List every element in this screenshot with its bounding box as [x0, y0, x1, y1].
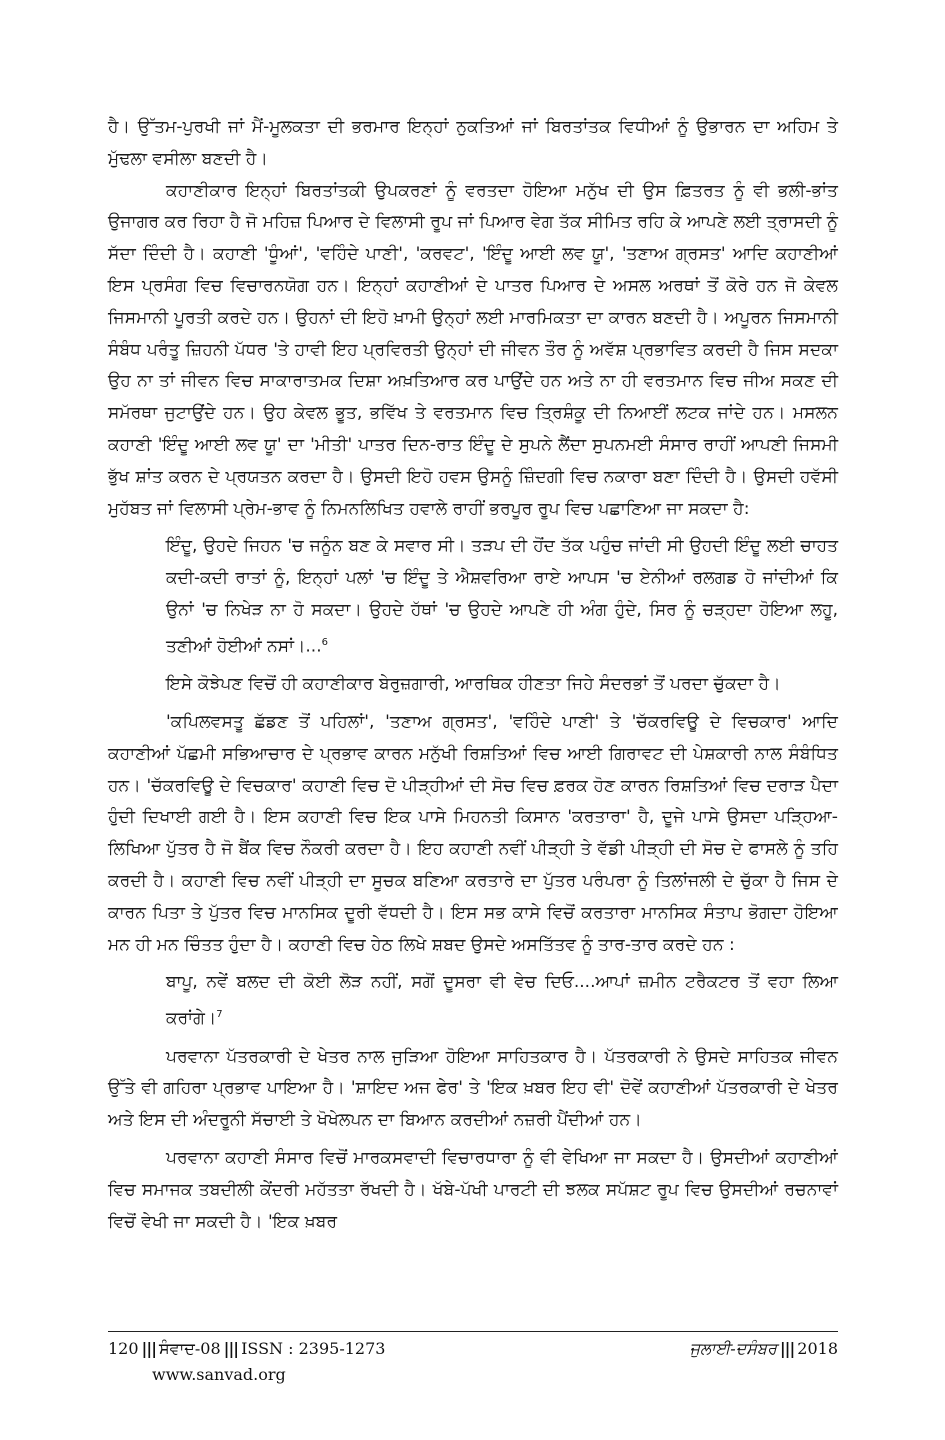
issue-period: ਜੁਲਾਈ-ਦਸੰਬਰ: [689, 1339, 777, 1358]
issn: ISSN : 2395-1273: [241, 1339, 386, 1358]
article-body: [108, 112, 838, 1238]
paragraph-journalism: ਪਰਵਾਨਾ ਪੱਤਰਕਾਰੀ ਦੇ ਖੇਤਰ ਨਾਲ ਜੁੜਿਆ ਹੋਇਆ ਸਾਹਿਤਕਾਰ ਹੈ। ਪੱਤਰਕਾਰੀ ਨੇ ਉਸਦੇ ਸਾਹਿਤਕ ਜੀਵਨ ਉੱਤੇ ਵੀ ਗਹਿਰਾ ਪ੍ਰਭਾਵ ਪਾਇਆ ਹੈ। 'ਸ਼ਾਇਦ ਅਜ ਫੇਰ' ਤੇ 'ਇਕ ਖ਼ਬਰ ਇਹ ਵੀ' ਦੋਵੇਂ ਕਹਾਣੀਆਂ ਪੱਤਰਕਾਰੀ ਦੇ ਖੇਤਰ ਅਤੇ ਇਸ ਦੀ ਅੰਦਰੂਨੀ ਸੱਚਾਈ ਤੇ ਖੋਖੇਲਪਨ ਦਾ ਬਿਆਨ ਕਰਦੀਆਂ ਨਜ਼ਰੀ ਪੈਂਦੀਆਂ ਹਨ।: [108, 1046, 838, 1131]
separator-bars: |||: [779, 1339, 795, 1358]
quote-text: ਬਾਪੂ, ਨਵੇਂ ਬਲਦ ਦੀ ਕੋਈ ਲੋੜ ਨਹੀਂ, ਸਗੋਂ ਦੂਸਰਾ ਵੀ ਵੇਚ ਦਿਓ....ਆਪਾਂ ਜ਼ਮੀਨ ਟਰੈਕਟਰ ਤੋਂ ਵਹਾ ਲਿਆ ਕਰਾਂਗੇ।: [166, 972, 838, 1029]
separator-bars: |||: [141, 1339, 157, 1358]
website-url: www.sanvad.org: [152, 1365, 286, 1384]
paragraph-unemployment: ਇਸੇ ਕੋਝੇਪਣ ਵਿਚੋਂ ਹੀ ਕਹਾਣੀਕਾਰ ਬੇਰੁਜ਼ਗਾਰੀ, ਆਰਥਿਕ ਹੀਣਤਾ ਜਿਹੇ ਸੰਦਰਭਾਂ ਤੋਂ ਪਰਦਾ ਚੁੱਕਦਾ ਹੈ।: [166, 674, 781, 695]
footnote-marker: 6: [321, 636, 328, 648]
paragraph-marxism: ਪਰਵਾਨਾ ਕਹਾਣੀ ਸੰਸਾਰ ਵਿਚੋਂ ਮਾਰਕਸਵਾਦੀ ਵਿਚਾਰਧਾਰਾ ਨੂੰ ਵੀ ਵੇਖਿਆ ਜਾ ਸਕਦਾ ਹੈ। ਉਸਦੀਆਂ ਕਹਾਣੀਆਂ ਵਿਚ ਸਮਾਜਕ ਤਬਦੀਲੀ ਕੇਂਦਰੀ ਮਹੱਤਤਾ ਰੱਖਦੀ ਹੈ। ਖੱਬੇ-ਪੱਖੀ ਪਾਰਟੀ ਦੀ ਝਲਕ ਸਪੱਸ਼ਟ ਰੂਪ ਵਿਚ ਉਸਦੀਆਂ ਰਚਨਾਵਾਂ ਵਿਚੋਂ ਵੇਖੀ ਜਾ ਸਕਦੀ ਹੈ। 'ਇਕ ਖ਼ਬਰ: [108, 1148, 838, 1232]
footer-divider: [108, 1331, 838, 1332]
paragraph-story-themes: ਕਹਾਣੀਕਾਰ ਇਨ੍ਹਾਂ ਬਿਰਤਾਂਤਕੀ ਉਪਕਰਣਾਂ ਨੂੰ ਵਰਤਦਾ ਹੋਇਆ ਮਨੁੱਖ ਦੀ ਉਸ ਫ਼ਿਤਰਤ ਨੂੰ ਵੀ ਭਲੀ-ਭਾਂਤ ਉਜਾਗਰ ਕਰ ਰਿਹਾ ਹੈ ਜੋ ਮਹਿਜ਼ ਪਿਆਰ ਦੇ ਵਿਲਾਸੀ ਰੂਪ ਜਾਂ ਪਿਆਰ ਵੇਗ ਤੱਕ ਸੀਮਿਤ ਰਹਿ ਕੇ ਆਪਣੇ ਲਈ ਤ੍ਰਾਸਦੀ ਨੂੰ ਸੱਦਾ ਦਿੰਦੀ ਹੈ। ਕਹਾਣੀ 'ਧੂੰਆਂ', 'ਵਹਿੰਦੇ ਪਾਣੀ', 'ਕਰਵਟ', 'ਇੰਦੂ ਆਈ ਲਵ ਯੂ', 'ਤਣਾਅ ਗ੍ਰਸਤ' ਆਦਿ ਕਹਾਣੀਆਂ ਇਸ ਪ੍ਰਸੰਗ ਵਿਚ ਵਿਚਾਰਨਯੋਗ ਹਨ। ਇਨ੍ਹਾਂ ਕਹਾਣੀਆਂ ਦੇ ਪਾਤਰ ਪਿਆਰ ਦੇ ਅਸਲ ਅਰਥਾਂ ਤੋਂ ਕੋਰੇ ਹਨ ਜੋ ਕੇਵਲ ਜਿਸਮਾਨੀ ਪੂਰਤੀ ਕਰਦੇ ਹਨ। ਉਹਨਾਂ ਦੀ ਇਹੋ ਖ਼ਾਮੀ ਉਨ੍ਹਾਂ ਲਈ ਮਾਰਮਿਕਤਾ ਦਾ ਕਾਰਨ ਬਣਦੀ ਹੈ। ਅਪੂਰਨ ਜਿਸਮਾਨੀ ਸੰਬੰਧ ਪਰੰਤੂ ਜ਼ਿਹਨੀ ਪੱਧਰ 'ਤੇ ਹਾਵੀ ਇਹ ਪ੍ਰਵਿਰਤੀ ਉਨ੍ਹਾਂ ਦੀ ਜੀਵਨ ਤੌਰ ਨੂੰ ਅਵੱਸ਼ ਪ੍ਰਭਾਵਿਤ ਕਰਦੀ ਹੈ ਜਿਸ ਸਦਕਾ ਉਹ ਨਾ ਤਾਂ ਜੀਵਨ ਵਿਚ ਸਾਕਾਰਾਤਮਕ ਦਿਸ਼ਾ ਅਖ਼ਤਿਆਰ ਕਰ ਪਾਉਂਦੇ ਹਨ ਅਤੇ ਨਾ ਹੀ ਵਰਤਮਾਨ ਵਿਚ ਜੀਅ ਸਕਣ ਦੀ ਸਮੱਰਥਾ ਜੁਟਾਉਂਦੇ ਹਨ। ਉਹ ਕੇਵਲ ਭੂਤ, ਭਵਿੱਖ ਤੇ ਵਰਤਮਾਨ ਵਿਚ ਤ੍ਰਿਸ਼ੰਕੂ ਦੀ ਨਿਆਈਂ ਲਟਕ ਜਾਂਦੇ ਹਨ। ਮਸਲਨ ਕਹਾਣੀ 'ਇੰਦੂ ਆਈ ਲਵ ਯੂ' ਦਾ 'ਮੀਤੀ' ਪਾਤਰ ਦਿਨ-ਰਾਤ ਇੰਦੂ ਦੇ ਸੁਪਨੇ ਲੈਂਦਾ ਸੁਪਨਮਈ ਸੰਸਾਰ ਰਾਹੀਂ ਆਪਣੀ ਜਿਸਮੀ ਭੁੱਖ ਸ਼ਾਂਤ ਕਰਨ ਦੇ ਪ੍ਰਯਤਨ ਕਰਦਾ ਹੈ। ਉਸਦੀ ਇਹੋ ਹਵਸ ਉਸਨੂੰ ਜ਼ਿੰਦਗੀ ਵਿਚ ਨਕਾਰਾ ਬਣਾ ਦਿੰਦੀ ਹੈ। ਉਸਦੀ ਹਵੱਸੀ ਮੁਹੱਬਤ ਜਾਂ ਵਿਲਾਸੀ ਪ੍ਰੇਮ-ਭਾਵ ਨੂੰ ਨਿਮਨਲਿਖਿਤ ਹਵਾਲੇ ਰਾਹੀਂ ਭਰਪੂਰ ਰੂਪ ਵਿਚ ਪਛਾਣਿਆ ਜਾ ਸਕਦਾ ਹੈ:: [108, 180, 838, 519]
separator-bars: |||: [223, 1339, 239, 1358]
journal-name: ਸੰਵਾਦ-08: [159, 1339, 221, 1358]
issue-year: 2018: [797, 1339, 838, 1358]
footnote-marker: 7: [216, 1009, 223, 1021]
block-quote-bapu: [166, 967, 838, 1035]
paragraph-continuation: ਹੈ। ਉੱਤਮ-ਪੁਰਖੀ ਜਾਂ ਮੈਂ-ਮੂਲਕਤਾ ਦੀ ਭਰਮਾਰ ਇਨ੍ਹਾਂ ਨੁਕਤਿਆਂ ਜਾਂ ਬਿਰਤਾਂਤਕ ਵਿਧੀਆਂ ਨੂੰ ਉਭਾਰਨ ਦਾ ਅਹਿਮ ਤੇ ਮੁੱਢਲਾ ਵਸੀਲਾ ਬਣਦੀ ਹੈ।: [108, 117, 838, 169]
block-quote-indu: [166, 531, 838, 663]
paragraph-western-culture: 'ਕਪਿਲਵਸਤੂ ਛੱਡਣ ਤੋਂ ਪਹਿਲਾਂ', 'ਤਣਾਅ ਗ੍ਰਸਤ', 'ਵਹਿੰਦੇ ਪਾਣੀ' ਤੇ 'ਚੱਕਰਵਿਊ ਦੇ ਵਿਚਕਾਰ' ਆਦਿ ਕਹਾਣੀਆਂ ਪੱਛਮੀ ਸਭਿਆਚਾਰ ਦੇ ਪ੍ਰਭਾਵ ਕਾਰਨ ਮਨੁੱਖੀ ਰਿਸ਼ਤਿਆਂ ਵਿਚ ਆਈ ਗਿਰਾਵਟ ਦੀ ਪੇਸ਼ਕਾਰੀ ਨਾਲ ਸੰਬੰਧਿਤ ਹਨ। 'ਚੱਕਰਵਿਊ ਦੇ ਵਿਚਕਾਰ' ਕਹਾਣੀ ਵਿਚ ਦੋ ਪੀੜ੍ਹੀਆਂ ਦੀ ਸੋਚ ਵਿਚ ਫ਼ਰਕ ਹੋਣ ਕਾਰਨ ਰਿਸ਼ਤਿਆਂ ਵਿਚ ਦਰਾੜ ਪੈਦਾ ਹੁੰਦੀ ਦਿਖਾਈ ਗਈ ਹੈ। ਇਸ ਕਹਾਣੀ ਵਿਚ ਇਕ ਪਾਸੇ ਮਿਹਨਤੀ ਕਿਸਾਨ 'ਕਰਤਾਰਾ' ਹੈ, ਦੂਜੇ ਪਾਸੇ ਉਸਦਾ ਪੜ੍ਹਿਆ-ਲਿਖਿਆ ਪੁੱਤਰ ਹੈ ਜੋ ਬੈਂਕ ਵਿਚ ਨੌਕਰੀ ਕਰਦਾ ਹੈ। ਇਹ ਕਹਾਣੀ ਨਵੀਂ ਪੀੜ੍ਹੀ ਤੇ ਵੱਡੀ ਪੀੜ੍ਹੀ ਦੀ ਸੋਚ ਦੇ ਫਾਸਲੇ ਨੂੰ ਤਹਿ ਕਰਦੀ ਹੈ। ਕਹਾਣੀ ਵਿਚ ਨਵੀਂ ਪੀੜ੍ਹੀ ਦਾ ਸੂਚਕ ਬਣਿਆ ਕਰਤਾਰੇ ਦਾ ਪੁੱਤਰ ਪਰੰਪਰਾ ਨੂੰ ਤਿਲਾਂਜਲੀ ਦੇ ਚੁੱਕਾ ਹੈ ਜਿਸ ਦੇ ਕਾਰਨ ਪਿਤਾ ਤੇ ਪੁੱਤਰ ਵਿਚ ਮਾਨਸਿਕ ਦੂਰੀ ਵੱਧਦੀ ਹੈ। ਇਸ ਸਭ ਕਾਸੇ ਵਿਚੋਂ ਕਰਤਾਰਾ ਮਾਨਸਿਕ ਸੰਤਾਪ ਭੋਗਦਾ ਹੋਇਆ ਮਨ ਹੀ ਮਨ ਚਿੰਤਤ ਹੁੰਦਾ ਹੈ। ਕਹਾਣੀ ਵਿਚ ਹੇਠ ਲਿਖੇ ਸ਼ਬਦ ਉਸਦੇ ਅਸਤਿੱਤਵ ਨੂੰ ਤਾਰ-ਤਾਰ ਕਰਦੇ ਹਨ :: [108, 712, 838, 955]
footer-right: [690, 1339, 838, 1359]
footer-left: [108, 1339, 385, 1359]
quote-text: ਇੰਦੂ, ਉਹਦੇ ਜਿਹਨ 'ਚ ਜਨੂੰਨ ਬਣ ਕੇ ਸਵਾਰ ਸੀ। ਤੜਪ ਦੀ ਹੋਂਦ ਤੱਕ ਪਹੁੰਚ ਜਾਂਦੀ ਸੀ ਉਹਦੀ ਇੰਦੂ ਲਈ ਚਾਹਤ ਕਦੀ-ਕਦੀ ਰਾਤਾਂ ਨੂੰ, ਇਨ੍ਹਾਂ ਪਲਾਂ 'ਚ ਇੰਦੂ ਤੇ ਐਸ਼ਵਰਿਆ ਰਾਏ ਆਪਸ 'ਚ ਏਨੀਆਂ ਰਲਗਡ ਹੋ ਜਾਂਦੀਆਂ ਕਿ ਉਨਾਂ 'ਚ ਨਿਖੇੜ ਨਾ ਹੋ ਸਕਦਾ। ਉਹਦੇ ਹੱਥਾਂ 'ਚ ਉਹਦੇ ਆਪਣੇ ਹੀ ਅੰਗ ਹੁੰਦੇ, ਸਿਰ ਨੂੰ ਚੜ੍ਹਦਾ ਹੋਇਆ ਲਹੂ, ਤਣੀਆਂ ਹੋਈਆਂ ਨਸਾਂ।...: [166, 536, 838, 657]
page-number: 120: [108, 1339, 139, 1358]
